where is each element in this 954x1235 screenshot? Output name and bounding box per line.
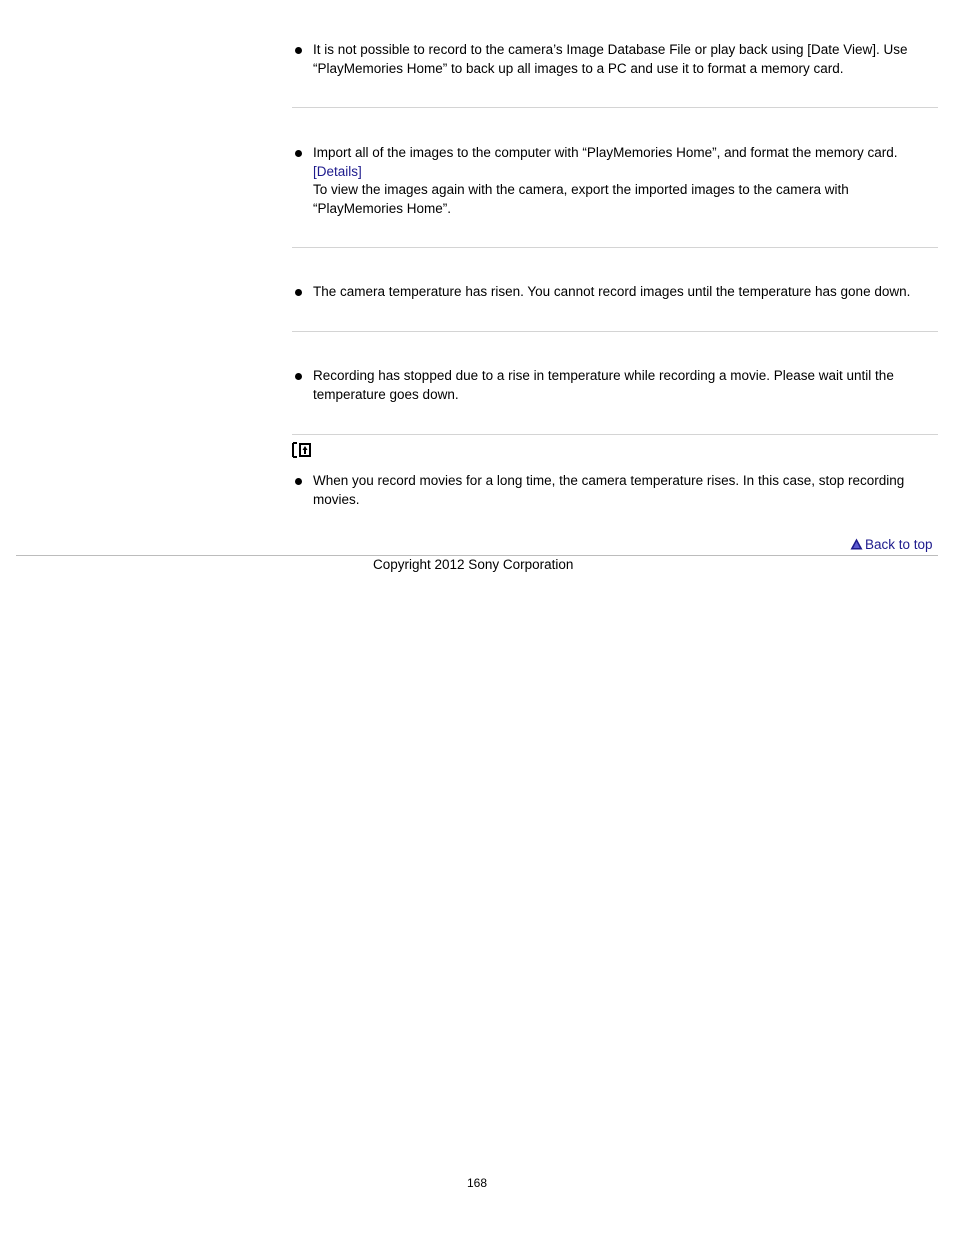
details-link[interactable]: [Details] xyxy=(313,163,362,179)
bullet-icon xyxy=(295,289,302,296)
list-item xyxy=(292,367,938,404)
section-divider xyxy=(292,247,938,248)
item-text: Recording has stopped due to a rise in temperature while recording a movie. Please wait until the temperature goes down. xyxy=(313,368,894,402)
item-text: The camera temperature has risen. You cannot record images until the temperature has gone down. xyxy=(313,284,911,299)
bullet-icon xyxy=(295,47,302,54)
section-divider xyxy=(292,331,938,332)
bullet-icon xyxy=(295,478,302,485)
footer-divider xyxy=(16,555,938,556)
item-text: It is not possible to record to the camera’s Image Database File or play back using [Date View]. Use “PlayMemories Home” to back up all images to a PC and use it to format a memory card. xyxy=(313,42,908,76)
bullet-icon xyxy=(295,150,302,157)
bullet-icon xyxy=(295,373,302,380)
back-to-top-link[interactable] xyxy=(850,537,933,553)
section-divider xyxy=(292,434,938,435)
message-section-temperature xyxy=(292,283,938,302)
page-number: 168 xyxy=(466,1176,488,1190)
message-section-database xyxy=(292,41,938,78)
note-section xyxy=(292,472,938,509)
message-section-recording-stopped xyxy=(292,367,938,404)
list-item xyxy=(292,144,938,218)
list-item xyxy=(292,472,938,509)
triangle-up-icon xyxy=(850,538,863,550)
back-to-top-label: Back to top xyxy=(865,537,933,552)
message-section-import xyxy=(292,144,938,218)
note-icon xyxy=(292,442,312,458)
list-item xyxy=(292,41,938,78)
copyright-text: Copyright 2012 Sony Corporation xyxy=(373,557,574,572)
item-text-continued: To view the images again with the camera, export the imported images to the camera with “PlayMemories Home”. xyxy=(313,182,849,216)
item-text: Import all of the images to the computer with “PlayMemories Home”, and format the memory card. xyxy=(313,145,898,160)
note-text: When you record movies for a long time, the camera temperature rises. In this case, stop recording movies. xyxy=(313,473,905,507)
section-divider xyxy=(292,107,938,108)
list-item xyxy=(292,283,938,302)
